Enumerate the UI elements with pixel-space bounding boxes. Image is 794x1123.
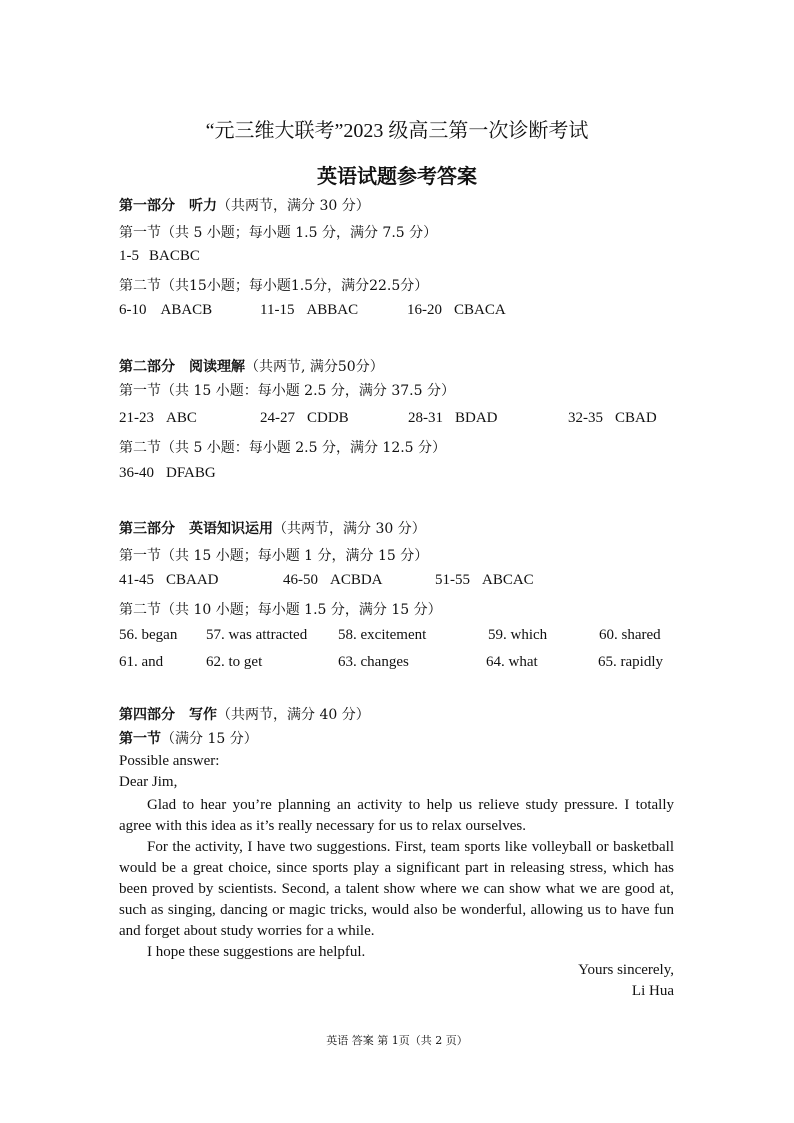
part1-heading	[119, 195, 370, 215]
part1-head: 第一部分 听力	[119, 198, 217, 214]
answer-group	[568, 410, 657, 427]
answer-group	[260, 302, 358, 319]
fill-answer: 59. which	[488, 627, 548, 643]
answer-range: 1-5	[119, 248, 139, 264]
fill-answer: 58. excitement	[338, 627, 427, 643]
document-title: “元三维大联考”2023 级高三第一次诊断考试	[205, 120, 589, 142]
answer-key: CDDB	[307, 410, 349, 426]
answer-range: 28-31	[408, 410, 443, 426]
part4-head: 第四部分 写作	[119, 707, 217, 723]
part1-note: （共两节，满分 30 分）	[217, 198, 370, 214]
answer-key: ABCAC	[482, 572, 534, 588]
part2-sec2-answers	[119, 465, 216, 482]
answer-group	[408, 410, 498, 427]
answer-group	[260, 410, 349, 427]
fill-answer: 65. rapidly	[598, 654, 663, 670]
answer-key: ABACB	[160, 302, 213, 318]
fill-answer: 64. what	[486, 654, 538, 670]
part4-sec1-note: （满分 15 分）	[161, 731, 258, 747]
fill-answer: 57. was attracted	[206, 627, 308, 643]
answer-group	[119, 302, 212, 319]
letter-greeting: Dear Jim,	[119, 774, 178, 790]
answer-range: 46-50	[283, 572, 318, 588]
fill-answer: 60. shared	[599, 627, 661, 643]
answer-range: 11-15	[260, 302, 295, 318]
page-footer: 英语 答案 第 1页（共 2 页）	[326, 1034, 468, 1047]
answer-key: ACBDA	[330, 572, 383, 588]
letter-paragraph-3: I hope these suggestions are helpful.	[147, 944, 366, 960]
answer-group	[435, 572, 534, 589]
possible-answer-label: Possible answer:	[119, 753, 220, 769]
answer-key: CBACA	[454, 302, 506, 318]
answer-group	[119, 572, 219, 589]
part3-heading	[119, 518, 426, 538]
answer-range: 32-35	[568, 410, 603, 426]
fill-answer: 61. and	[119, 654, 164, 670]
answer-range: 21-23	[119, 410, 154, 426]
part4-note: （共两节，满分 40 分）	[217, 707, 370, 723]
part2-sec1: 第一节（共 15 小题：每小题 2.5 分，满分 37.5 分）	[119, 383, 455, 399]
part1-sec1: 第一节（共 5 小题；每小题 1.5 分，满分 7.5 分）	[119, 225, 438, 241]
part2-heading	[119, 356, 384, 376]
answer-key: BACBC	[149, 248, 200, 264]
part2-note: （共两节, 满分50分）	[245, 359, 384, 375]
part2-head: 第二部分 阅读理解	[119, 359, 245, 375]
letter-closing: Yours sincerely,	[578, 962, 674, 978]
answer-range: 16-20	[407, 302, 442, 318]
answer-range: 24-27	[260, 410, 295, 426]
part3-sec1: 第一节（共 15 小题；每小题 1 分，满分 15 分）	[119, 548, 429, 564]
part3-head: 第三部分 英语知识运用	[119, 521, 273, 537]
letter-signature: Li Hua	[631, 983, 674, 999]
document-subtitle: 英语试题参考答案	[317, 164, 477, 188]
answer-key: CBAAD	[166, 572, 219, 588]
fill-answer: 56. began	[119, 627, 178, 643]
letter-paragraph-2: For the activity, I have two suggestions. First, team sports like volleyball or basketball would be a great choice, since sports play a significant part in releasing stress, which has been proved by scientists. Second, a talent show where we can show what we are good at, such as singing, dancing or magic tricks, would also be wonderful, allowing us to have fun and forget about study worries for a while.	[119, 839, 674, 939]
part3-sec2: 第二节（共 10 小题；每小题 1.5 分，满分 15 分）	[119, 602, 442, 618]
fill-answer: 63. changes	[338, 654, 409, 670]
answer-range: 41-45	[119, 572, 154, 588]
answer-group	[119, 410, 197, 427]
answer-key: BDAD	[455, 410, 498, 426]
answer-key: ABBAC	[306, 302, 359, 318]
part1-sec1-answers	[119, 248, 200, 265]
answer-key: CBAD	[615, 410, 657, 426]
answer-range: 36-40	[119, 465, 154, 481]
fill-answer: 62. to get	[206, 654, 263, 670]
part1-sec2: 第二节（共15小题；每小题1.5分，满分22.5分）	[119, 278, 429, 294]
answer-range: 51-55	[435, 572, 470, 588]
letter-paragraph-1: Glad to hear you’re planning an activity to help us relieve study pressure. I totally agree with this idea as it’s really necessary for us to relax ourselves.	[119, 797, 674, 834]
answer-key: DFABG	[166, 465, 216, 481]
part2-sec2: 第二节（共 5 小题：每小题 2.5 分，满分 12.5 分）	[119, 440, 447, 456]
part4-sec1-heading	[119, 728, 258, 748]
answer-group	[283, 572, 383, 589]
part4-heading	[119, 704, 370, 724]
answer-range: 6-10	[119, 302, 147, 318]
part4-sec1-head: 第一节	[119, 731, 161, 747]
part3-note: （共两节，满分 30 分）	[273, 521, 426, 537]
answer-key: ABC	[166, 410, 197, 426]
answer-group	[407, 302, 506, 319]
